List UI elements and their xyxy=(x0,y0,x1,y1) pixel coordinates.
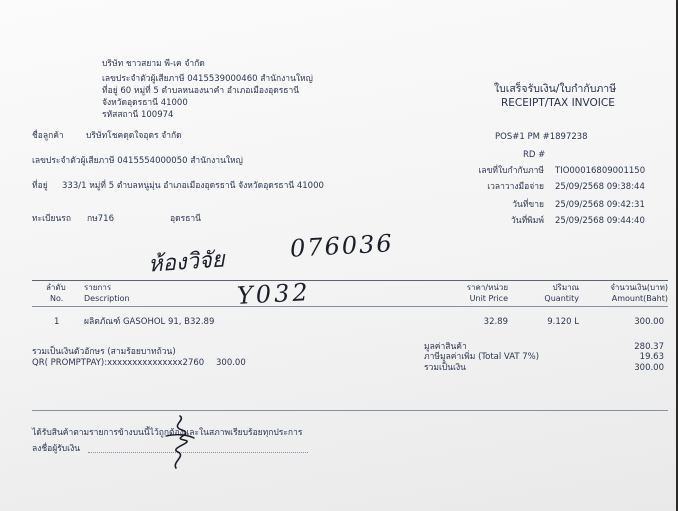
row-no: 1 xyxy=(54,317,60,327)
col-no-th: ลำดับ xyxy=(46,283,66,292)
col-amount-th: จำนวนเงิน(บาท) xyxy=(610,283,668,292)
col-no-en: No. xyxy=(50,294,64,303)
row-unit-price: 32.89 xyxy=(483,317,508,327)
col-qty-en: Quantity xyxy=(544,294,579,303)
customer-tax-id: เลขประจำตัวผู้เสียภาษี 0415554000050 สำนักงานใหญ่ xyxy=(32,156,243,166)
table-header-rule xyxy=(32,306,668,307)
invoice-number-value: TIO00016809001150 xyxy=(555,166,646,176)
seller-branch: รหัสสถานี 100974 xyxy=(102,110,174,120)
customer-name-label: ชื่อลูกค้า xyxy=(32,131,64,141)
payment-time-value: 25/09/2568 09:38:44 xyxy=(555,182,645,192)
sale-date-value: 25/09/2568 09:42:31 xyxy=(555,200,645,210)
vat-label: ภาษีมูลค่าเพิ่ม (Total VAT 7%) xyxy=(424,352,540,362)
vehicle-province: อุดรธานี xyxy=(170,214,201,224)
vehicle-label: ทะเบียนรถ xyxy=(32,214,71,224)
signature-label: ลงชื่อผู้รับเงิน xyxy=(32,444,81,454)
col-price-th: ราคา/หน่วย xyxy=(466,283,508,292)
handwritten-code: Y032 xyxy=(236,278,312,310)
vat-value: 19.63 xyxy=(639,352,664,362)
sale-date-label: วันที่ขาย xyxy=(512,200,544,210)
seller-address-2: จังหวัดอุดรธานี 41000 xyxy=(102,98,188,108)
rd-number: RD # xyxy=(523,150,546,160)
pos-number: POS#1 PM #1897238 xyxy=(495,132,588,142)
subtotal-value: 280.37 xyxy=(634,342,664,352)
col-amount-en: Amount(Baht) xyxy=(611,294,668,303)
row-description: ผลิตภัณฑ์ GASOHOL 91, B32.89 xyxy=(84,317,215,327)
row-quantity: 9.120 L xyxy=(547,317,579,327)
col-qty-th: ปริมาณ xyxy=(552,283,579,292)
received-statement: ได้รับสินค้าตามรายการข้างบนนี้ไว้ถูกต้องและในสภาพเรียบร้อยทุกประการ xyxy=(32,428,303,438)
col-desc-en: Description xyxy=(84,294,130,303)
payment-time-label: เวลาวางมือจ่าย xyxy=(487,182,544,192)
footer-rule xyxy=(32,410,668,411)
handwritten-number: 076036 xyxy=(289,229,395,263)
col-price-en: Unit Price xyxy=(469,294,508,303)
print-date-value: 25/09/2568 09:44:40 xyxy=(555,216,645,226)
vehicle-value: กษ716 xyxy=(87,214,114,224)
doc-title-english: RECEIPT/TAX INVOICE xyxy=(501,97,615,109)
subtotal-label: มูลค่าสินค้า xyxy=(424,342,467,352)
customer-address-label: ที่อยู่ xyxy=(32,181,48,191)
seller-address-1: ที่อยู่ 60 หมู่ที่ 5 ตำบลหนองนาคำ อำเภอเมืองอุดรธานี xyxy=(102,86,300,96)
print-date-label: วันที่พิมพ์ xyxy=(511,216,544,226)
signature-mark xyxy=(160,412,200,472)
customer-name-value: บริษัทโชคดุดใจอุดร จำกัด xyxy=(86,131,182,141)
col-desc-th: รายการ xyxy=(84,283,112,292)
payment-method: QR( PROMPTPAY):xxxxxxxxxxxxxxx2760 xyxy=(32,358,205,368)
row-amount: 300.00 xyxy=(634,317,664,327)
seller-tax-id: เลขประจำตัวผู้เสียภาษี 0415539000460 สำนักงานใหญ่ xyxy=(102,74,313,84)
doc-title-thai: ใบเสร็จรับเงิน/ใบกำกับภาษี xyxy=(494,83,617,95)
amount-in-words: รวมเป็นเงินตัวอักษร (สามร้อยบาทถ้วน) xyxy=(32,347,176,357)
grand-total-value: 300.00 xyxy=(634,363,664,373)
customer-address-value: 333/1 หมู่ที่ 5 ตำบลหนูมุ่น อำเภอเมืองอุดรธานี จังหวัดอุดรธานี 41000 xyxy=(62,181,324,191)
seller-name: บริษัท ชาวสยาม พี-เค จำกัด xyxy=(102,59,205,69)
payment-amount: 300.00 xyxy=(216,358,246,368)
table-top-rule xyxy=(32,280,668,281)
invoice-number-label: เลขที่ใบกำกับภาษี xyxy=(478,166,544,176)
grand-total-label: รวมเป็นเงิน xyxy=(424,363,466,373)
handwritten-note: ห้องวิจัย xyxy=(147,247,226,278)
